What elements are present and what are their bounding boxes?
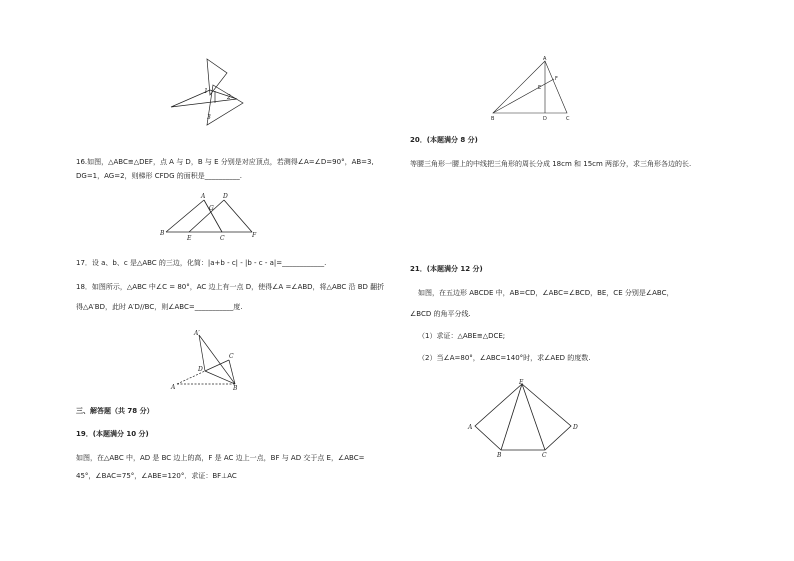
- fig21-label-B: B: [497, 452, 502, 459]
- fig18-label-D: D: [198, 366, 203, 373]
- q21-text-2: ∠BCD 的角平分线.: [410, 310, 471, 318]
- fig21-label-A: A: [468, 424, 473, 431]
- fig19-label-B: B: [491, 116, 495, 122]
- figure-q18: [165, 327, 250, 392]
- fig21-label-D: D: [573, 424, 578, 431]
- q18-text-1: 18．如图所示，△ABC 中∠C = 80°，AC 边上有一点 D，使得∠A =∠ABD，将△ABC 沿 BD 翻折: [76, 283, 385, 291]
- fig15-label-3: 3: [207, 114, 211, 121]
- figure-q15: [165, 55, 255, 130]
- fig18-label-A: A: [171, 384, 176, 391]
- fig19-label-E: E: [538, 85, 542, 91]
- fig21-label-E: E: [519, 379, 524, 386]
- fig19-label-A: A: [543, 56, 547, 62]
- q17-text: 17．设 a、b、c 是△ABC 的三边，化简：|a+b - c| - |b - c - a|=____________.: [76, 259, 327, 267]
- figure-q16: [160, 190, 265, 242]
- q19-text-2: 45°，∠BAC=75°，∠ABE=120°．求证：BF⊥AC: [76, 472, 237, 480]
- fig16-label-C: C: [220, 235, 225, 242]
- q20-header: 20．(本题满分 8 分): [410, 136, 478, 144]
- fig19-label-D: D: [543, 116, 547, 122]
- q21-sub-1: （1）求证：△ABE≌△DCE;: [418, 332, 506, 340]
- fig16-label-F: F: [252, 232, 257, 239]
- q20-text: 等腰三角形一腰上的中线把三角形的周长分成 18cm 和 15cm 两部分，求三角形各边的长.: [410, 160, 692, 168]
- fig18-label-C: C: [229, 353, 234, 360]
- fig16-label-B: B: [160, 230, 165, 237]
- section-3-heading: 三、解答题（共 78 分）: [76, 407, 154, 415]
- fig15-label-2: 2: [227, 94, 231, 101]
- fig21-label-C: C: [542, 452, 547, 459]
- fig16-label-A: A: [201, 193, 206, 200]
- q16-text-1: 16.如图，△ABC≌△DEF，点 A 与 D，B 与 E 分别是对应顶点，若测得∠A=∠D=90°，AB=3,: [76, 158, 374, 166]
- q19-header: 19．(本题满分 10 分): [76, 430, 149, 438]
- fig19-label-F: F: [555, 76, 558, 82]
- fig18-label-B: B: [233, 385, 238, 392]
- q21-header: 21．(本题满分 12 分): [410, 265, 483, 273]
- q21-text-1: 如图，在五边形 ABCDE 中，AB=CD，∠ABC=∠BCD，BE，CE 分别是∠ABC，: [418, 289, 674, 297]
- q18-text-2: 得△A′BD，此时 A′D//BC，则∠ABC=___________度.: [76, 303, 243, 311]
- fig19-label-C: C: [566, 116, 570, 122]
- figure-q19: [485, 55, 575, 123]
- fig16-label-D: D: [223, 193, 228, 200]
- fig16-label-E: E: [187, 235, 192, 242]
- q21-sub-2: （2）当∠A=80°，∠ABC=140°时，求∠AED 的度数.: [418, 354, 591, 362]
- figure-q21: [465, 378, 585, 460]
- q16-text-2: DG=1，AG=2，则梯形 CFDG 的面积是__________.: [76, 172, 242, 180]
- fig15-label-1: 1: [204, 88, 208, 95]
- q19-text-1: 如图，在△ABC 中，AD 是 BC 边上的高，F 是 AC 边上一点，BF 与 AD 交于点 E，∠ABC=: [76, 454, 365, 462]
- fig18-label-Aprime: A′: [194, 330, 200, 337]
- fig16-label-G: G: [209, 205, 214, 212]
